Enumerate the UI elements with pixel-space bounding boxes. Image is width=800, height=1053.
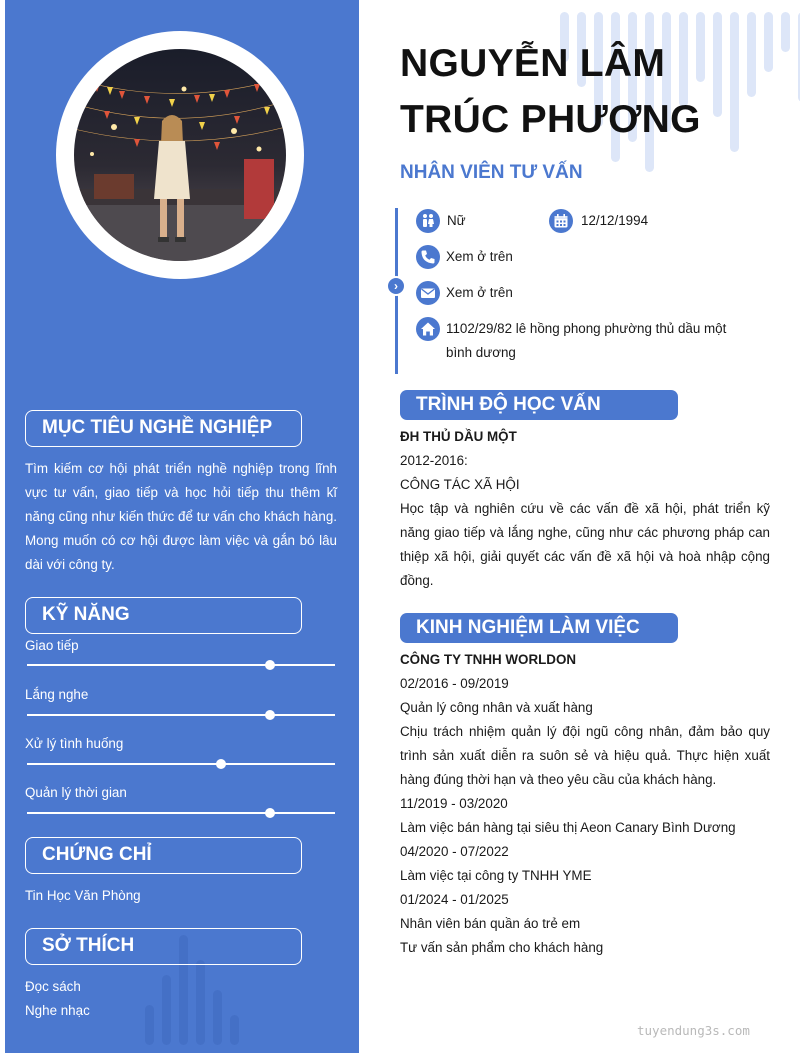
education-major: CÔNG TÁC XÃ HỘI [400, 477, 520, 492]
education-heading: TRÌNH ĐỘ HỌC VẤN [400, 390, 678, 420]
education-period: 2012-2016: [400, 453, 468, 468]
company-name: CÔNG TY TNHH WORLDON [400, 652, 577, 667]
job-description: Tư vấn sản phẩm cho khách hàng [400, 940, 604, 955]
hobbies-heading: SỞ THÍCH [25, 928, 302, 965]
skill-label: Quản lý thời gian [25, 785, 127, 800]
gender-value: Nữ [447, 213, 466, 228]
sidebar [5, 0, 359, 1053]
home-icon [416, 317, 440, 341]
skill-level-knob [265, 710, 275, 720]
address-line: bình dương [446, 345, 516, 360]
skill-bar [27, 714, 335, 716]
phone-value: Xem ở trên [446, 249, 513, 264]
job-period: 01/2024 - 01/2025 [400, 892, 509, 907]
skills-heading: KỸ NĂNG [25, 597, 302, 634]
job-role: Làm việc bán hàng tại siêu thị Aeon Canary Bình Dương [400, 820, 736, 835]
avatar-frame [56, 31, 304, 279]
job-title: NHÂN VIÊN TƯ VẤN [400, 162, 583, 183]
job-description: Chịu trách nhiệm quản lý đội ngũ công nhân, đảm bảo quy trình sản xuất diễn ra suôn sẻ và hiệu quả. Thực hiện xuất hàng đúng thời hạn và theo yêu cầu của khách hàng. [400, 724, 770, 787]
school-name: ĐH THỦ DẦU MỘT [400, 429, 517, 444]
skill-level-knob [216, 759, 226, 769]
hobby-item: Đọc sách [25, 979, 81, 994]
skill-level-knob [265, 660, 275, 670]
skill-bar [27, 763, 335, 765]
address-value [446, 317, 726, 365]
experience-heading: KINH NGHIỆM LÀM VIỆC [400, 613, 678, 643]
objective-text: Tìm kiếm cơ hội phát triển nghề nghiệp trong lĩnh vực tư vấn, giao tiếp và học hỏi tiếp thu thêm kĩ năng cũng như kiến thức để tư vấn cho khách hàng. Mong muốn có cơ hội được làm việc và gắn bó lâu dài với công ty. [25, 461, 337, 572]
skill-label: Lắng nghe [25, 687, 89, 702]
candidate-name [400, 36, 701, 148]
email-icon [416, 281, 440, 305]
address-line: 1102/29/82 lê hồng phong phường thủ dầu một [446, 321, 727, 336]
birthday-value: 12/12/1994 [581, 213, 649, 228]
certificate-item: Tin Học Văn Phòng [25, 888, 141, 903]
skill-label: Xử lý tình huống [25, 736, 124, 751]
certificates-heading: CHỨNG CHỈ [25, 837, 302, 874]
education-description: Học tập và nghiên cứu về các vấn đề xã hội, phát triển kỹ năng giao tiếp và lắng nghe, cũng như các phương pháp can thiệp xã hội, giải quyết các vấn đề xã hội và hoà nhập cộng đồng. [400, 501, 770, 588]
email-value: Xem ở trên [446, 285, 513, 300]
job-role: Quản lý công nhân và xuất hàng [400, 700, 593, 715]
calendar-icon [549, 209, 573, 233]
skill-label: Giao tiếp [25, 638, 79, 653]
chevron-right-icon[interactable]: › [386, 276, 406, 296]
hobby-item: Nghe nhạc [25, 1003, 90, 1018]
name-line: NGUYỄN LÂM [400, 42, 666, 85]
name-line: TRÚC PHƯƠNG [400, 98, 701, 141]
phone-icon [416, 245, 440, 269]
objective-heading: MỤC TIÊU NGHỀ NGHIỆP [25, 410, 302, 447]
skill-bar [27, 664, 335, 666]
job-period: 04/2020 - 07/2022 [400, 844, 509, 859]
site-watermark: tuyendung3s.com [637, 1023, 750, 1038]
job-period: 02/2016 - 09/2019 [400, 676, 509, 691]
job-period: 11/2019 - 03/2020 [400, 796, 508, 811]
avatar-photo [74, 49, 286, 261]
job-role: Nhân viên bán quần áo trẻ em [400, 916, 581, 931]
job-role: Làm việc tại công ty TNHH YME [400, 868, 592, 883]
gender-icon [416, 209, 440, 233]
skill-level-knob [265, 808, 275, 818]
skill-bar [27, 812, 335, 814]
